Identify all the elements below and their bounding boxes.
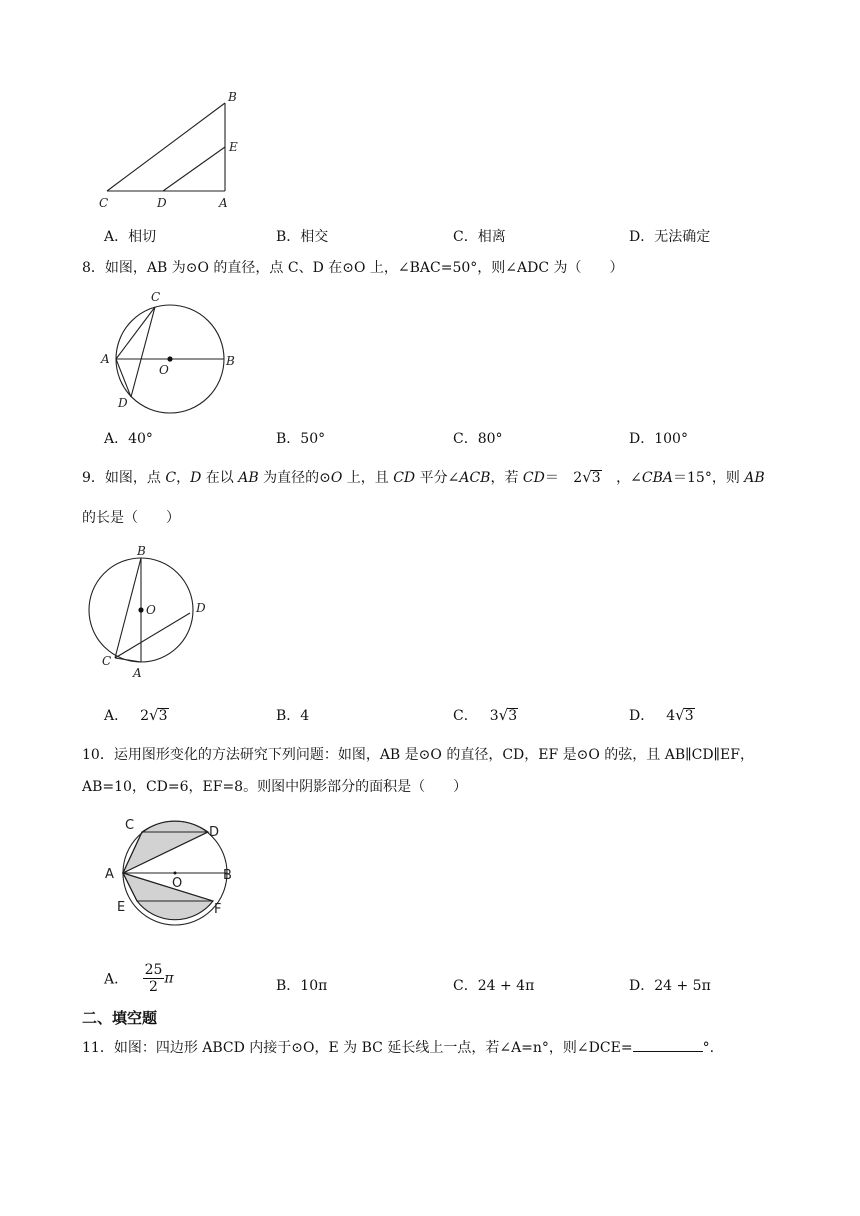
label-f: F (214, 902, 222, 917)
chord-ac (116, 307, 155, 359)
chord-ad (116, 359, 131, 397)
label-a: A (105, 867, 114, 882)
q10-text-line1: 10．运用图形变化的方法研究下列问题：如图，AB 是⊙O 的直径，CD，EF 是⊙O 的弦，且 AB∥CD∥EF， (82, 747, 754, 763)
label-c: C (99, 196, 109, 210)
label-b: B (226, 354, 235, 368)
q7-option-b[interactable]: B．相交 (276, 229, 329, 245)
label-b: B (137, 544, 146, 558)
q10-option-c[interactable]: C．24 + 4π (453, 978, 535, 994)
label-e: E (117, 900, 126, 915)
label-o: O (172, 876, 183, 891)
cd-value: 2√3 (573, 468, 601, 486)
q7-option-a[interactable]: A．相切 (104, 229, 157, 245)
label-a: A (133, 666, 142, 680)
q9-option-c[interactable]: C． 3√3 (453, 706, 518, 724)
circle-figure-q8 (95, 285, 245, 415)
chord-cd (131, 307, 155, 397)
segment-de (163, 147, 225, 191)
q9-option-a[interactable]: A． 2√3 (104, 706, 168, 724)
q8-option-b[interactable]: B．50° (276, 431, 326, 447)
label-d: D (118, 396, 128, 410)
center-point (174, 872, 177, 875)
q9-text-line2: 的长是（ ） (82, 510, 180, 526)
label-c: C (151, 290, 161, 304)
triangle-figure-q7 (95, 85, 255, 215)
label-o: O (159, 363, 169, 377)
segment-cb (107, 103, 225, 191)
q10-option-d[interactable]: D．24 + 5π (629, 978, 711, 994)
label-d: D (209, 825, 220, 840)
answer-blank[interactable] (633, 1037, 703, 1052)
section-title: 二、填空题 (82, 1009, 158, 1027)
label-c: C (102, 654, 112, 668)
label-b: B (223, 868, 232, 883)
q11-text: 11．如图：四边形 ABCD 内接于⊙O，E 为 BC 延长线上一点，若∠A=n°，则∠DCE= °. (82, 1037, 714, 1058)
label-a: A (219, 196, 228, 210)
q7-option-d[interactable]: D．无法确定 (629, 229, 711, 245)
label-d: D (196, 601, 206, 615)
q8-option-c[interactable]: C．80° (453, 431, 503, 447)
q7-option-c[interactable]: C．相离 (453, 229, 506, 245)
q10-text-line2: AB=10，CD=6，EF=8。则图中阴影部分的面积是（ ） (82, 779, 468, 795)
q8-option-a[interactable]: A．40° (104, 431, 153, 447)
label-a: A (101, 352, 110, 366)
center-point (138, 607, 143, 612)
q8-option-d[interactable]: D．100° (629, 431, 688, 447)
q8-text: 8．如图，AB 为⊙O 的直径，点 C、D 在⊙O 上，∠BAC=50°，则∠ADC 为（ ） (82, 260, 624, 276)
q10-option-a[interactable]: A． $\frac{25}{2}$ π (104, 962, 174, 995)
label-e: E (229, 140, 238, 154)
q9-option-d[interactable]: D． 4√3 (629, 706, 694, 724)
q10-option-b[interactable]: B．10π (276, 978, 328, 994)
label-d: D (157, 196, 167, 210)
chord-bc (115, 558, 141, 658)
chord-cd (115, 613, 190, 658)
q9-text-line1: 9．如图，点 C，D 在以 AB 为直径的⊙O 上，且 CD 平分∠ACB，若 CD＝ 2√3 ，∠CBA＝15°，则 AB (82, 468, 765, 486)
label-o: O (146, 603, 156, 617)
circle-figure-q9 (82, 540, 222, 685)
label-b: B (228, 90, 237, 104)
chord-ca (115, 658, 141, 662)
q9-option-b[interactable]: B．4 (276, 708, 310, 724)
label-c: C (125, 818, 135, 833)
shaded-circle-figure-q10 (95, 812, 245, 927)
center-point (167, 356, 172, 361)
